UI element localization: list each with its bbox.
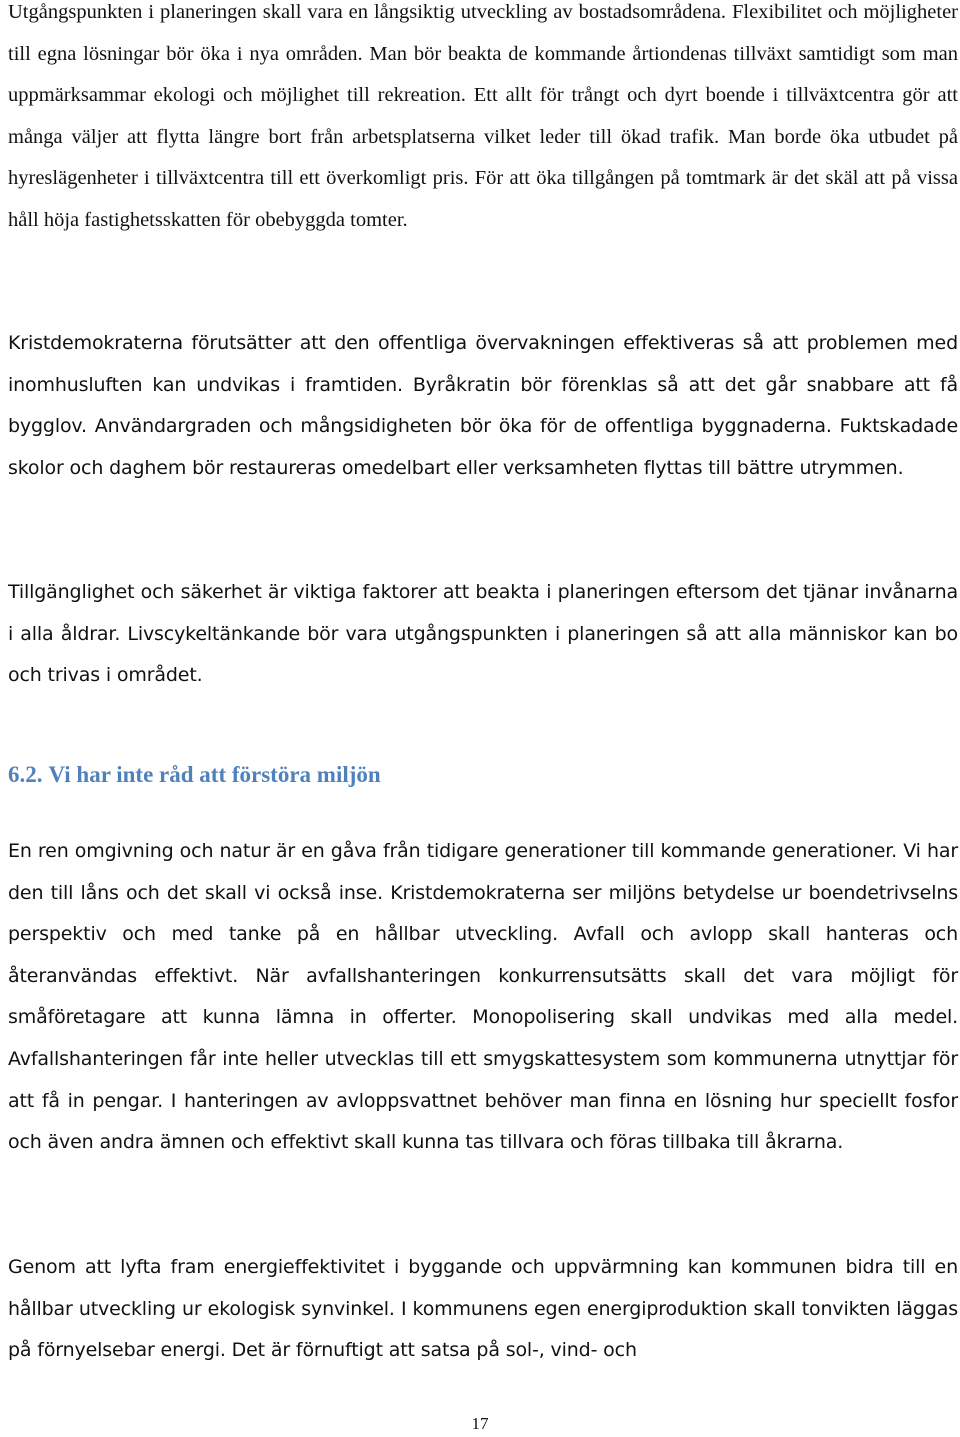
paragraph-accessibility: Tillgänglighet och säkerhet är viktiga faktorer att beakta i planeringen eftersom det tjänar invånarna i alla åldrar. Livscykeltänkande bör vara utgångspunkten i planeringen så att alla människor kan bo och trivas i området. (8, 581, 958, 687)
paragraph-energy: Genom att lyfta fram energieffektivitet i byggande och uppvärmning kan kommunen bidra till en hållbar utveckling ur ekologisk synvinkel. I kommunens egen energiproduktion skall tonvikten läggas på förnyelsebar energi. Det är förnuftigt att satsa på sol-, vind- och (8, 1256, 958, 1362)
paragraph-indoor-air: Kristdemokraterna förutsätter att den offentliga övervakningen effektiveras så att problemen med inomhusluften kan undvikas i framtiden. Byråkratin bör förenklas så att det går snabbare att få bygglov. Användargraden och mångsidigheten bör öka för de offentliga byggnaderna. Fuktskadade skolor och daghem bör restaureras omedelbart eller verksamheten flyttas till bättre utrymmen. (8, 332, 958, 479)
page-number: 17 (471, 1414, 489, 1433)
paragraph-housing: Utgångspunkten i planeringen skall vara en långsiktig utveckling av bostadsområdena. Flexibilitet och möjligheter till egna lösningar bör öka i nya områden. Man bör beakta de kommande årtiondenas tillväxt samtidigt som man uppmärksammar ekologi och möjlighet till rekreation. Ett allt för trångt och dyrt boende i tillväxtcentra gör att många väljer att flytta längre bort från arbetsplatserna vilket leder till ökad trafik. Man borde öka utbudet på hyreslägenheter i tillväxtcentra till ett överkomligt pris. För att öka tillgången på tomtmark är det skäl att på vissa håll höja fastighetsskatten för obebyggda tomter. (8, 1, 958, 231)
section-heading (8, 762, 381, 788)
section-number: 6.2. (8, 762, 43, 787)
paragraph-environment: En ren omgivning och natur är en gåva från tidigare generationer till kommande generationer. Vi har den till låns och det skall vi också inse. Kristdemokraterna ser miljöns betydelse ur boendetrivselns perspektiv och med tanke på en hållbar utveckling. Avfall och avlopp skall hanteras och återanvändas effektivt. När avfallshanteringen konkurrensutsätts skall det vara möjligt för småföretagare att kunna lämna in offerter. Monopolisering skall undvikas med alla medel. Avfallshanteringen får inte heller utvecklas till ett smygskattesystem som kommunerna utnyttjar för att få in pengar. I hanteringen av avloppsvattnet behöver man finna en lösning hur speciellt fosfor och även andra ämnen och effektivt skall kunna tas tillvara och föras tillbaka till åkrarna. (8, 840, 958, 1154)
section-title: Vi har inte råd att förstöra miljön (48, 762, 381, 787)
